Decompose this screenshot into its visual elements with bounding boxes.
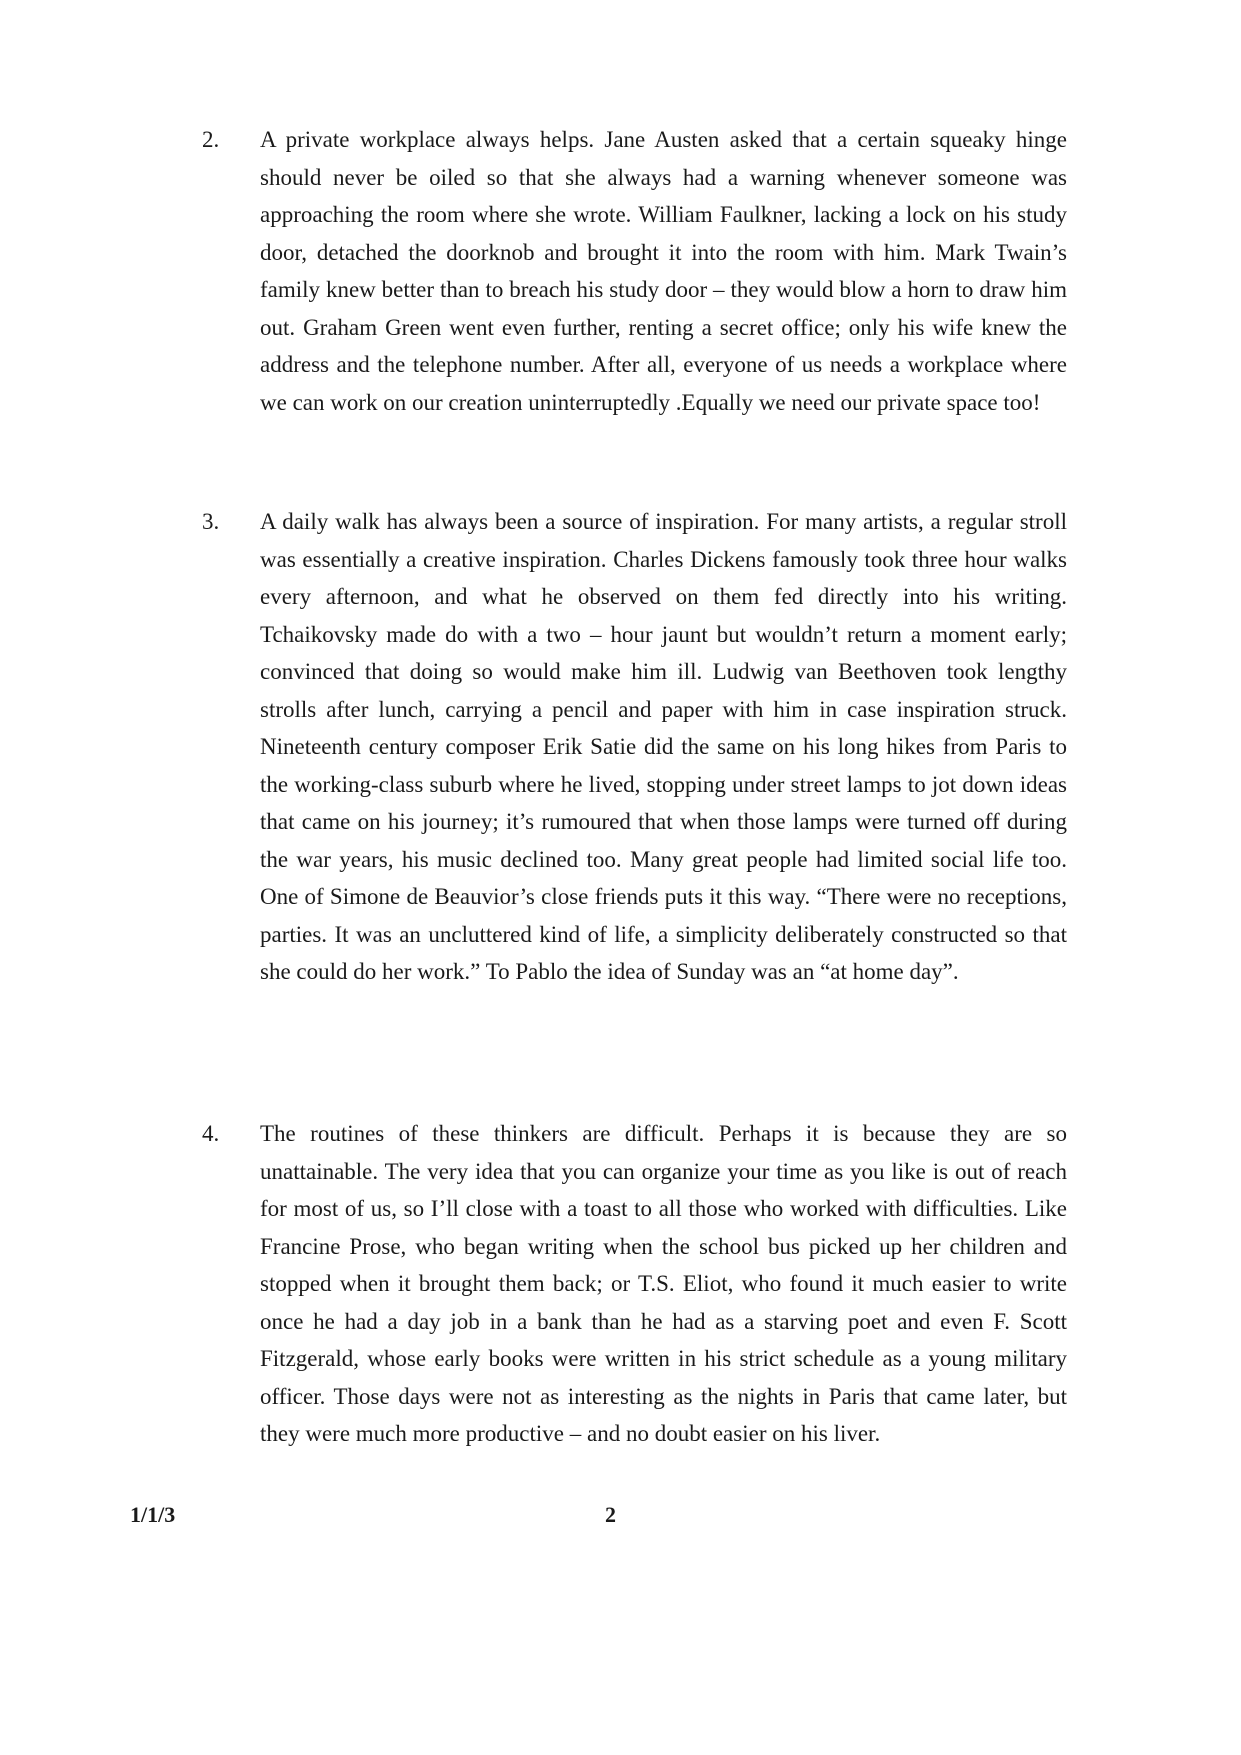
footer-page-number: 2 (605, 1502, 616, 1527)
paragraph-number: 3. (202, 509, 220, 534)
paragraph-text: A private workplace always helps. Jane Austen asked that a certain squeaky hinge should never be oiled so that she always had a warning whenever someone was approaching the room where she wrote. William Faulkner, lacking a lock on his study door, detached the doorknob and brought it into the room with him. Mark Twain’s family knew better than to breach his study door – they would blow a horn to draw him out. Graham Green went even further, renting a secret office; only his wife knew the address and the telephone number. After all, everyone of us needs a workplace where we can work on our creation uninterruptedly .Equally we need our private space too! (260, 127, 1067, 415)
paragraph-number: 4. (202, 1121, 220, 1146)
paragraph-text: A daily walk has always been a source of inspiration. For many artists, a regular stroll was essentially a creative inspiration. Charles Dickens famously took three hour walks every afternoon, and what he observed on them fed directly into his writing. Tchaikovsky made do with a two – hour jaunt but wouldn’t return a moment early; convinced that doing so would make him ill. Ludwig van Beethoven took lengthy strolls after lunch, carrying a pencil and paper with him in case inspiration struck. Nineteenth century composer Erik Satie did the same on his long hikes from Paris to the working-class suburb where he lived, stopping under street lamps to jot down ideas that came on his journey; it’s rumoured that when those lamps were turned off during the war years, his music declined too. Many great people had limited social life too. One of Simone de Beauvior’s close friends puts it this way. “There were no receptions, parties. It was an uncluttered kind of life, a simplicity deliberately constructed so that she could do her work.” To Pablo the idea of Sunday was an “at home day”. (260, 509, 1067, 984)
paragraph-number: 2. (202, 127, 220, 152)
footer-code: 1/1/3 (130, 1502, 176, 1527)
paragraph-text: The routines of these thinkers are difficult. Perhaps it is because they are so unattainable. The very idea that you can organize your time as you like is out of reach for most of us, so I’ll close with a toast to all those who worked with difficulties. Like Francine Prose, who began writing when the school bus picked up her children and stopped when it brought them back; or T.S. Eliot, who found it much easier to write once he had a day job in a bank than he had as a starving poet and even F. Scott Fitzgerald, whose early books were written in his strict schedule as a young military officer. Those days were not as interesting as the nights in Paris that came later, but they were much more productive – and no doubt easier on his liver. (260, 1121, 1067, 1446)
